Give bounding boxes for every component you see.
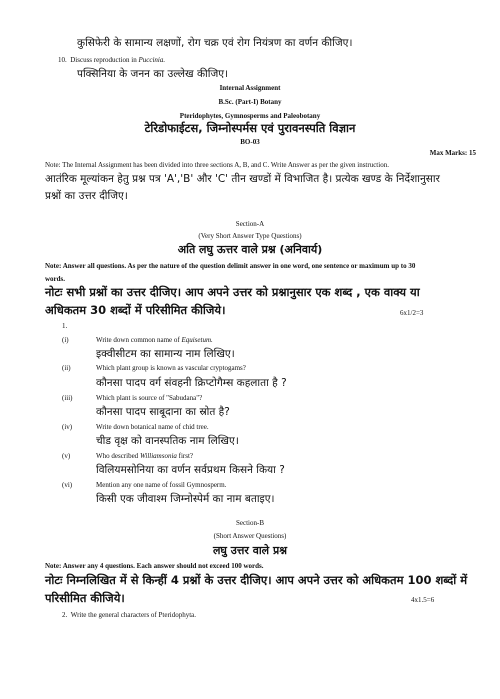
item-iv-number: (iv) [62,423,73,431]
max-marks: Max Marks: 15 [429,149,476,157]
section-a-note-hindi-line2: अधिकतम 30 शब्दों में परिसीमित कीजिये। [45,303,226,317]
question-2-text: Write the general characters of Pteridophyta. [70,611,197,619]
section-a-note-english-line2: words. [45,275,66,283]
item-iv-hindi: चीड वृक्ष को वानस्पतिक नाम लिखिए। [96,435,239,447]
item-iii-number: (iii) [62,394,73,402]
section-b-hindi-title: लघु उत्तर वाले प्रश्न [212,544,288,557]
item-vi-english: Mention any one name of fossil Gymnosperm. [96,481,227,489]
general-note-hindi-line1: आतंरिक मूल्यांकन हेतु प्रश्न पत्र 'A','B' और 'C' तीन खण्डों में विभाजित है। प्रत्येक खण्ड के निर्देशानुसार [45,173,440,185]
q10-number: 10. [58,56,67,64]
section-b-title: Section-B [236,519,264,527]
course-heading: B.Sc. (Part-I) Botany [218,98,282,106]
section-a-hindi-title: अति लघु ऊत्तर वाले प्रश्न (अनिवार्य) [177,243,323,256]
item-i-hindi: इक्वीसीटम का सामान्य नाम लिखिए। [96,348,235,360]
q10-english-text: Discuss reproduction in [70,56,139,64]
item-i-italic-term: Equisetum. [181,336,213,344]
section-a-note-hindi-line1: नोटः सभी प्रश्नों का उत्तर दीजिए। आप अपने उत्तर को प्रश्नानुसार एक शब्द , एक वाक्य या [45,285,420,299]
item-iv-english: Write down botanical name of chid tree. [96,423,209,431]
question-2-number: 2. [62,611,68,619]
q10-italic-term: Puccinia. [138,56,166,64]
item-iii-hindi: कौनसा पादप साबूदाना का स्रोत है? [96,406,230,418]
item-ii-english: Which plant group is known as vascular cryptogams? [96,364,246,372]
general-note-hindi-line2: प्रश्नों का उत्तर दीजिए। [45,190,128,202]
item-ii-hindi: कौनसा पादप वर्ग संवहनी क्रिप्टोगैम्स कहलाता है ? [96,377,287,389]
section-b-note-english: Note: Answer any 4 questions. Each answer should not exceed 100 words. [45,562,264,570]
section-b-note-hindi-line2: परिसीमित कीजिये। [45,591,125,605]
item-v-english: Who described Williamsonia first? [96,452,194,460]
item-vi-hindi: किसी एक जीवाश्म जिम्नोस्पेर्म का नाम बताइए। [96,493,275,505]
q10-english-line [58,56,165,64]
question-2-line [62,611,196,619]
assignment-heading: Internal Assignment [219,84,281,92]
general-note-english: Note: The Internal Assignment has been divided into three sections A, B, and C. Write Answer as per the given instruction. [45,161,389,169]
q9-hindi-text: कुसिफेरी के सामान्य लक्षणों, रोग चक्र एवं रोग नियंत्रण का वर्णन कीजिए। [77,37,353,49]
item-ii-number: (ii) [62,364,71,372]
item-i-english: Write down common name of Equisetum. [96,336,213,344]
item-v-hindi: विलियमसोनिया का वर्णन सर्वप्रथम किसने किया ? [96,464,285,476]
section-a-subtitle: (Very Short Answer Type Questions) [198,232,302,240]
subject-english-heading: Pteridophytes, Gymnosperms and Paleobotany [179,112,321,120]
subject-hindi-heading: टेरिडोफाईटस, जिम्नोस्पर्मस एवं पुरावनस्पति विज्ञान [144,121,356,135]
item-v-italic-term: Williamsonia [139,452,177,460]
question-1-number: 1. [62,322,68,330]
section-b-subtitle: (Short Answer Questions) [213,532,287,540]
item-i-number: (i) [62,336,69,344]
section-a-note-english-line1: Note: Answer all questions. As per the nature of the question delimit answer in one word, one sentence or maximum up to 30 [45,262,416,270]
item-vi-number: (vi) [62,481,73,489]
section-a-title: Section-A [235,220,265,228]
section-a-marks: 6x1/2=3 [400,309,424,317]
section-b-marks: 4x1.5=6 [411,596,435,604]
course-code: BO-03 [240,138,260,146]
item-iii-english: Which plant is source of "Sabudana"? [96,394,203,402]
section-b-note-hindi-line1: नोटः निम्नलिखित में से किन्हीं 4 प्रश्नों के उत्तर दीजिए। आप अपने उत्तर को अधिकतम 100 शब्दों में [45,573,468,587]
item-v-number: (v) [62,452,71,460]
q10-hindi-text: पक्सिनिया के जनन का उल्लेख कीजिए। [77,68,229,80]
